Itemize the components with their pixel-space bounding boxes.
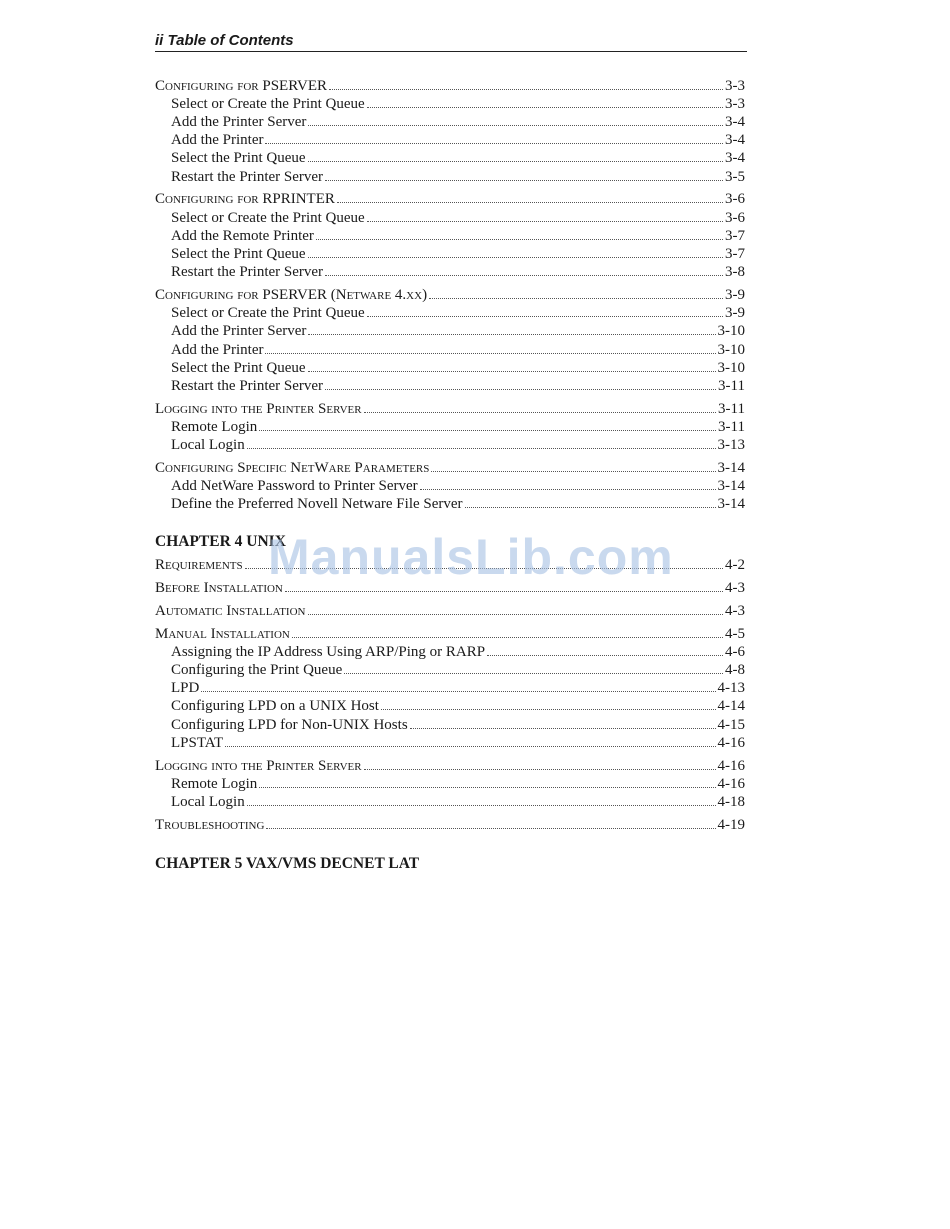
toc-page-number: 3-10: [717, 323, 745, 340]
toc-subsection-entry[interactable]: [155, 149, 745, 167]
toc-page-number: 3-6: [725, 191, 745, 208]
dot-leader: [381, 709, 716, 710]
table-of-contents: [155, 72, 745, 878]
toc-entry-label: Select the Print Queue: [171, 359, 306, 376]
chapter-heading: CHAPTER 5 VAX/VMS DECNET LAT: [155, 855, 420, 873]
toc-page-number: 3-7: [725, 227, 745, 244]
dot-leader: [316, 239, 723, 240]
toc-page-number: 4-18: [717, 794, 745, 811]
toc-page-number: 4-15: [717, 716, 745, 733]
toc-entry-label: Restart the Printer Server: [171, 168, 324, 185]
dot-leader: [201, 691, 715, 692]
toc-subsection-entry[interactable]: [155, 679, 745, 697]
toc-entry-label: Add the Printer Server: [171, 114, 307, 130]
toc-page-number: 4-14: [717, 698, 745, 715]
dot-leader: [308, 334, 715, 335]
toc-section-entry[interactable]: [155, 556, 745, 574]
toc-subsection-entry[interactable]: [155, 209, 745, 227]
dot-leader: [344, 673, 723, 674]
dot-leader: [429, 298, 723, 299]
dot-leader: [325, 180, 723, 181]
toc-page-number: 3-10: [717, 359, 745, 376]
dot-leader: [265, 143, 723, 144]
toc-subsection-entry[interactable]: [155, 377, 745, 395]
toc-page-number: 3-5: [725, 168, 745, 185]
toc-section-entry[interactable]: [155, 400, 745, 418]
toc-entry-label: Manual Installation: [155, 625, 290, 642]
toc-entry-label: Add the Printer: [171, 341, 264, 358]
dot-leader: [247, 448, 716, 449]
toc-subsection-entry[interactable]: [155, 131, 745, 149]
toc-entry-label: Restart the Printer Server: [171, 378, 324, 395]
toc-section-entry[interactable]: [155, 286, 745, 304]
toc-page-number: 3-3: [725, 77, 745, 94]
toc-entry-label: Logging into the Printer Server: [155, 757, 362, 774]
toc-entry-label: Add the Printer Server: [171, 323, 307, 340]
toc-subsection-entry[interactable]: [155, 661, 745, 679]
toc-entry-label: Remote Login: [171, 419, 258, 436]
dot-leader: [308, 614, 724, 615]
toc-section-entry[interactable]: [155, 190, 745, 208]
toc-subsection-entry[interactable]: [155, 734, 745, 752]
toc-entry-label: LPSTAT: [171, 734, 224, 751]
toc-entry-label: Before Installation: [155, 580, 283, 597]
toc-entry-label: Select the Print Queue: [171, 246, 306, 263]
toc-entry-label: LPD: [171, 680, 200, 697]
toc-page-number: 3-14: [717, 496, 745, 513]
toc-page-number: 3-4: [725, 132, 745, 149]
toc-subsection-entry[interactable]: [155, 322, 745, 340]
toc-page-number: 3-7: [725, 246, 745, 263]
dot-leader: [308, 161, 723, 162]
toc-subsection-entry[interactable]: [155, 643, 745, 661]
dot-leader: [367, 107, 723, 108]
toc-page-number: 3-14: [717, 478, 745, 495]
toc-entry-label: Configuring LPD on a UNIX Host: [171, 698, 379, 715]
dot-leader: [225, 746, 715, 747]
toc-entry-label: Configuring for PSERVER: [155, 77, 327, 94]
toc-page-number: 4-16: [717, 734, 745, 751]
toc-subsection-entry[interactable]: [155, 359, 745, 377]
toc-entry-label: Add the Printer: [171, 132, 264, 149]
toc-subsection-entry[interactable]: [155, 775, 745, 793]
toc-section-entry[interactable]: [155, 459, 745, 477]
toc-entry-label: Select or Create the Print Queue: [171, 305, 365, 322]
toc-entry-label: Configuring LPD for Non-UNIX Hosts: [171, 716, 408, 733]
watermark: ManualsLib.com: [268, 529, 674, 585]
toc-page-number: 3-9: [725, 287, 745, 304]
dot-leader: [325, 275, 723, 276]
toc-entry-label: Automatic Installation: [155, 602, 306, 619]
dot-leader: [364, 769, 716, 770]
dot-leader: [285, 591, 723, 592]
dot-leader: [410, 728, 716, 729]
toc-page-number: 4-8: [725, 662, 745, 679]
toc-page-number: 3-8: [725, 264, 745, 281]
toc-subsection-entry[interactable]: [155, 495, 745, 513]
toc-page-number: 3-4: [725, 114, 745, 130]
dot-leader: [308, 125, 723, 126]
toc-subsection-entry[interactable]: [155, 341, 745, 359]
toc-entry-label: Local Login: [171, 437, 245, 454]
toc-subsection-entry[interactable]: [155, 793, 745, 811]
toc-page-number: 4-13: [717, 680, 745, 697]
toc-entry-label: Define the Preferred Novell Netware File Server: [171, 496, 463, 513]
toc-entry-label: Configuring for PSERVER (Netware 4.xx): [155, 287, 428, 304]
toc-subsection-entry[interactable]: [155, 245, 745, 263]
toc-section-entry[interactable]: [155, 757, 745, 775]
toc-section-entry[interactable]: [155, 602, 745, 620]
dot-leader: [308, 371, 716, 372]
toc-entry-label: Select the Print Queue: [171, 150, 306, 167]
toc-page-number: 3-11: [718, 378, 745, 395]
toc-page-number: 3-10: [717, 341, 745, 358]
toc-page-number: 3-11: [718, 419, 745, 436]
dot-leader: [337, 202, 723, 203]
toc-entry-label: Restart the Printer Server: [171, 264, 324, 281]
toc-page-number: 4-16: [717, 757, 745, 774]
dot-leader: [245, 568, 723, 569]
dot-leader: [465, 507, 716, 508]
toc-page-number: 4-19: [717, 816, 745, 833]
toc-entry-label: Configuring for RPRINTER: [155, 191, 335, 208]
toc-entry-label: Troubleshooting: [155, 816, 265, 833]
dot-leader: [292, 637, 723, 638]
toc-section-entry[interactable]: [155, 77, 745, 95]
chapter-heading: CHAPTER 4 UNIX: [155, 532, 286, 550]
toc-subsection-entry[interactable]: [155, 716, 745, 734]
dot-leader: [266, 828, 715, 829]
toc-entry-label: Logging into the Printer Server: [155, 400, 362, 417]
dot-leader: [308, 257, 723, 258]
toc-subsection-entry[interactable]: [155, 263, 745, 281]
toc-subsection-entry[interactable]: [155, 113, 745, 131]
toc-section-entry[interactable]: [155, 625, 745, 643]
dot-leader: [329, 89, 723, 90]
toc-section-entry[interactable]: [155, 816, 745, 834]
dot-leader: [259, 430, 716, 431]
toc-page-number: 4-3: [725, 580, 745, 597]
toc-entry-label: Requirements: [155, 557, 243, 574]
toc-page-number: 3-14: [717, 460, 745, 477]
dot-leader: [259, 787, 715, 788]
page-header: ii Table of Contents: [155, 32, 747, 52]
dot-leader: [364, 412, 716, 413]
toc-entry-label: Assigning the IP Address Using ARP/Ping or RARP: [171, 643, 486, 660]
toc-page-number: 3-13: [717, 437, 745, 454]
dot-leader: [265, 353, 715, 354]
dot-leader: [367, 316, 723, 317]
toc-page-number: 3-4: [725, 150, 745, 167]
toc-entry-label: Remote Login: [171, 775, 258, 792]
dot-leader: [325, 389, 716, 390]
dot-leader: [367, 221, 723, 222]
toc-subsection-entry[interactable]: [155, 95, 745, 113]
dot-leader: [431, 471, 715, 472]
toc-page-number: 4-16: [717, 775, 745, 792]
toc-entry-label: Local Login: [171, 794, 245, 811]
toc-subsection-entry[interactable]: [155, 418, 745, 436]
toc-subsection-entry[interactable]: [155, 304, 745, 322]
toc-subsection-entry[interactable]: [155, 477, 745, 495]
toc-page-number: 3-6: [725, 209, 745, 226]
dot-leader: [247, 805, 716, 806]
toc-entry-label: Configuring Specific NetWare Parameters: [155, 460, 430, 477]
toc-page-number: 4-3: [725, 602, 745, 619]
toc-subsection-entry[interactable]: [155, 168, 745, 186]
toc-subsection-entry[interactable]: [155, 227, 745, 245]
toc-entry-label: Add the Remote Printer: [171, 227, 314, 244]
toc-page-number: 3-3: [725, 95, 745, 112]
toc-entry-label: Select or Create the Print Queue: [171, 209, 365, 226]
toc-page-number: 3-9: [725, 305, 745, 322]
toc-entry-label: Select or Create the Print Queue: [171, 95, 365, 112]
dot-leader: [420, 489, 716, 490]
toc-subsection-entry[interactable]: [155, 697, 745, 715]
toc-entry-label: Configuring the Print Queue: [171, 662, 343, 679]
dot-leader: [487, 655, 723, 656]
toc-page-number: 3-11: [718, 400, 745, 417]
toc-section-entry[interactable]: [155, 579, 745, 597]
toc-page-number: 4-2: [725, 557, 745, 574]
toc-page-number: 4-6: [725, 643, 745, 660]
toc-subsection-entry[interactable]: [155, 436, 745, 454]
toc-page-number: 4-5: [725, 625, 745, 642]
toc-entry-label: Add NetWare Password to Printer Server: [171, 478, 418, 495]
